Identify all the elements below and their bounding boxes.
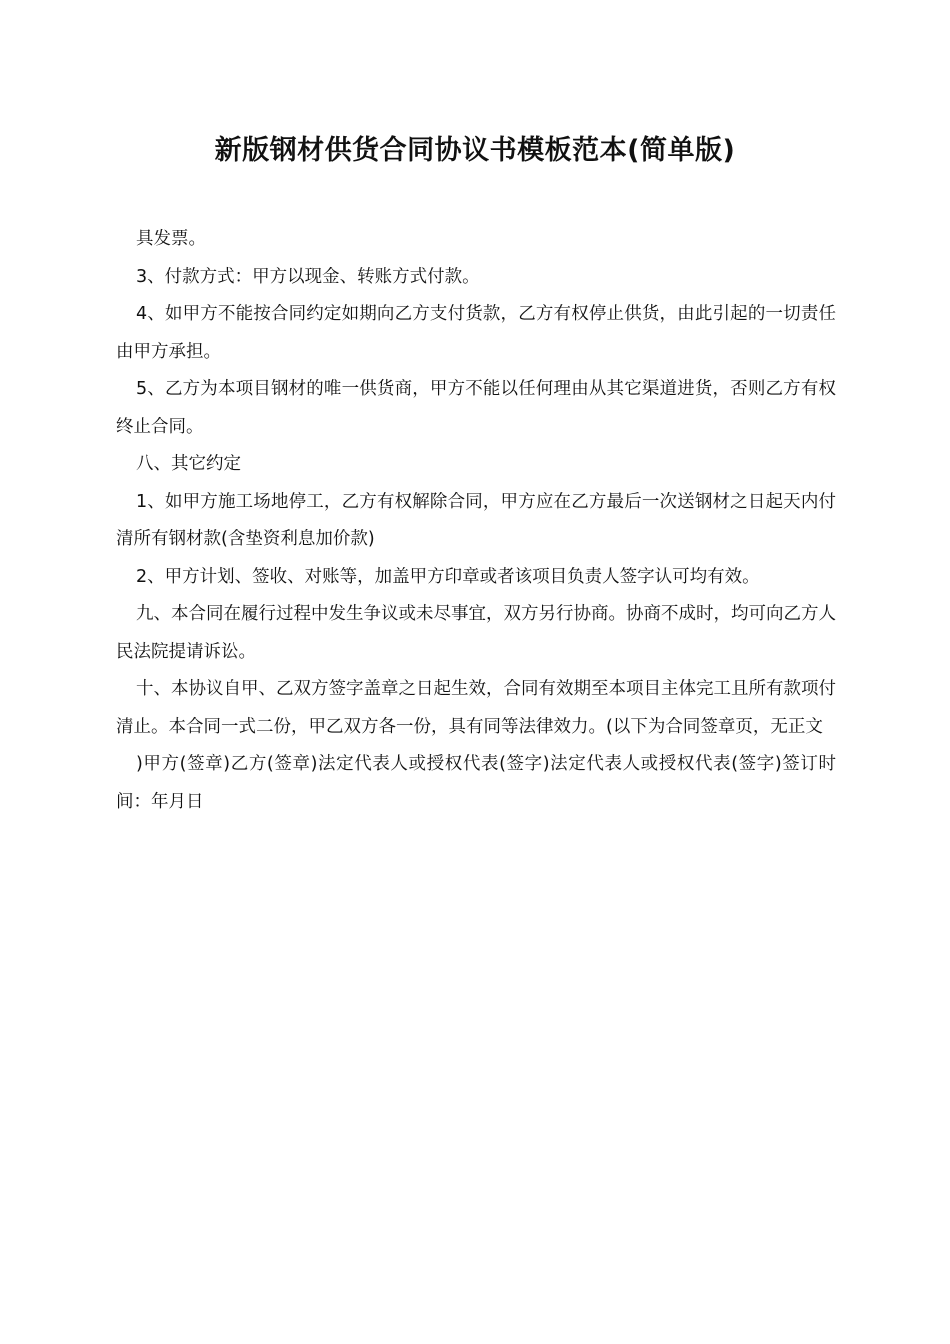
- paragraph-late-payment: 4、如甲方不能按合同约定如期向乙方支付货款，乙方有权停止供货，由此引起的一切责任由甲方承担。: [116, 304, 836, 362]
- paragraph-sole-supplier: 5、乙方为本项目钢材的唯一供货商，甲方不能以任何理由从其它渠道进货，否则乙方有权终止合同。: [116, 379, 836, 437]
- document-body: [116, 221, 836, 821]
- paragraph-invoice: 具发票。: [136, 229, 206, 249]
- paragraph-signature-block: )甲方(签章)乙方(签章)法定代表人或授权代表(签字)法定代表人或授权代表(签字)签订时间：年月日: [116, 754, 836, 812]
- document-title: 新版钢材供货合同协议书模板范本(简单版): [214, 135, 736, 166]
- paragraph-effective-date: 十、本协议自甲、乙双方签字盖章之日起生效，合同有效期至本项目主体完工且所有款项付清止。本合同一式二份，甲乙双方各一份，具有同等法律效力。(以下为合同签章页，无正文: [116, 679, 836, 737]
- paragraph-site-shutdown: 1、如甲方施工场地停工，乙方有权解除合同，甲方应在乙方最后一次送钢材之日起天内付清所有钢材款(含垫资利息加价款): [116, 491, 836, 549]
- paragraph-signoff-validity: 2、甲方计划、签收、对账等，加盖甲方印章或者该项目负责人签字认可均有效。: [136, 566, 760, 587]
- section-heading-other-terms: 八、其它约定: [136, 454, 241, 474]
- paragraph-payment-method: 3、付款方式：甲方以现金、转账方式付款。: [136, 266, 480, 287]
- paragraph-disputes: 九、本合同在履行过程中发生争议或未尽事宜，双方另行协商。协商不成时，均可向乙方人民法院提请诉讼。: [116, 604, 836, 662]
